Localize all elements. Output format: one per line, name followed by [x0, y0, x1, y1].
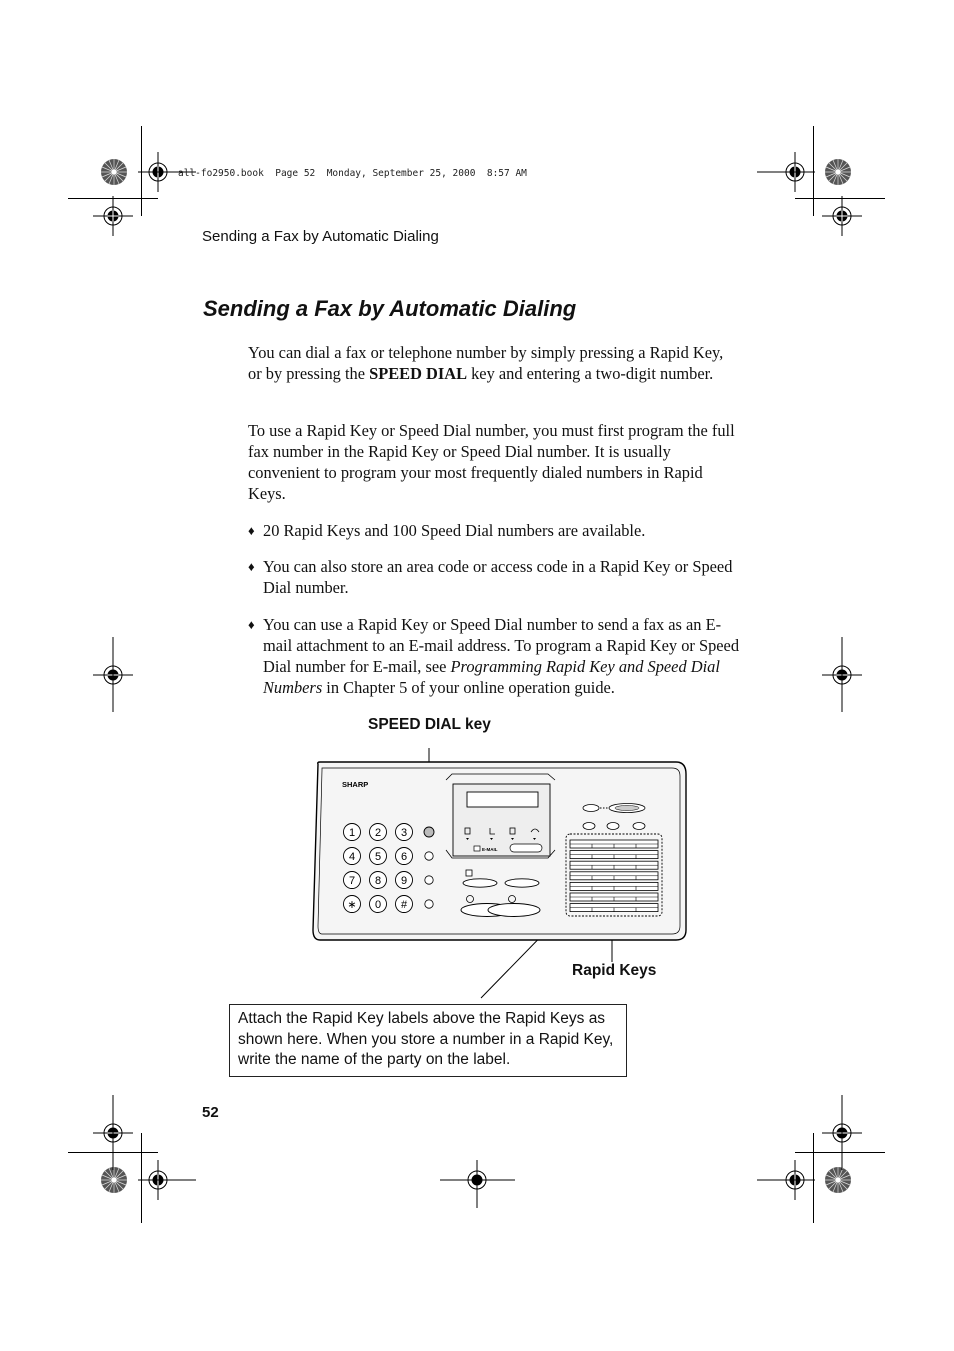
bullet-text: You can also store an area code or access code in a Rapid Key or Speed Dial number. [263, 557, 733, 597]
keypad-key-label: 1 [348, 827, 356, 839]
bullet-text: in Chapter 5 of your online operation guide. [322, 678, 615, 697]
diamond-bullet-icon: ♦ [248, 559, 255, 574]
bullet-item [248, 614, 740, 698]
running-head: Sending a Fax by Automatic Dialing [202, 228, 439, 245]
keypad-key [370, 896, 387, 913]
keypad-key [396, 872, 413, 889]
keypad-key [370, 824, 387, 841]
intro-text-2: key and entering a two-digit number. [467, 364, 714, 383]
keypad-key [396, 848, 413, 865]
brand-logo: SHARP [342, 780, 369, 789]
keypad-key-label: 6 [400, 851, 408, 863]
speed-dial-key-name: SPEED DIAL [369, 364, 468, 383]
keypad-key-label: 5 [374, 851, 382, 863]
keypad-key [370, 872, 387, 889]
bullet-text: You can use a Rapid Key or Speed Dial number to send a fax as an E-mail attachment to an E-mail address. To program a Rapid Key or Speed Dial number for E-mail, see [263, 615, 740, 676]
keypad-key-label: 9 [400, 875, 408, 887]
stop-button [488, 904, 540, 917]
rapid-keys-label: Rapid Keys [572, 962, 657, 979]
bullet-item [248, 556, 740, 598]
book-info: all-fo2950.book Page 52 Monday, September 25, 2000 8:57 AM [178, 168, 527, 179]
keypad-key-label: 0 [374, 899, 382, 911]
speed-dial-button [424, 827, 434, 837]
lcd-screen [467, 792, 538, 807]
keypad-key-label: 8 [374, 875, 382, 887]
keypad-key-label: ∗ [347, 899, 357, 911]
keypad-key [344, 896, 361, 913]
page-title: Sending a Fax by Automatic Dialing [203, 296, 577, 321]
keypad-key [344, 824, 361, 841]
email-mode-label: E-MAIL [482, 847, 498, 852]
programming-paragraph: To use a Rapid Key or Speed Dial number, you must first program the full fax number in the Rapid Key or Speed Dial number. It is usually convenient to program your most frequently dialed numbers in Rapid Keys. [248, 421, 735, 503]
fax-panel-illustration [300, 740, 700, 1010]
keypad-key [344, 848, 361, 865]
label-instruction-callout: Attach the Rapid Key labels above the Rapid Keys as shown here. When you store a number in a Rapid Key, write the name of the party on the label. [229, 1004, 627, 1077]
speed-dial-key-label: SPEED DIAL key [368, 716, 491, 733]
keypad-key [344, 872, 361, 889]
keypad-key-label: # [400, 899, 408, 911]
page-number: 52 [202, 1104, 219, 1121]
keypad-key-label: 7 [348, 875, 356, 887]
cross-reference: Programming Rapid Key and Speed Dial Numbers [263, 657, 720, 697]
keypad-key-label: 2 [374, 827, 382, 839]
bullet-text: 20 Rapid Keys and 100 Speed Dial numbers are available. [263, 521, 646, 540]
keypad-key [370, 848, 387, 865]
diamond-bullet-icon: ♦ [248, 617, 255, 632]
keypad-key [396, 824, 413, 841]
rapid-keys [570, 840, 658, 912]
intro-text-1: You can dial a fax or telephone number by simply pressing a Rapid Key, or by pressing the [248, 343, 724, 383]
keypad-key-label: 3 [400, 827, 408, 839]
keypad-key [396, 896, 413, 913]
intro-paragraph [248, 342, 740, 384]
keypad-key-label: 4 [348, 851, 356, 863]
bullet-item [248, 520, 740, 541]
diamond-bullet-icon: ♦ [248, 523, 255, 538]
